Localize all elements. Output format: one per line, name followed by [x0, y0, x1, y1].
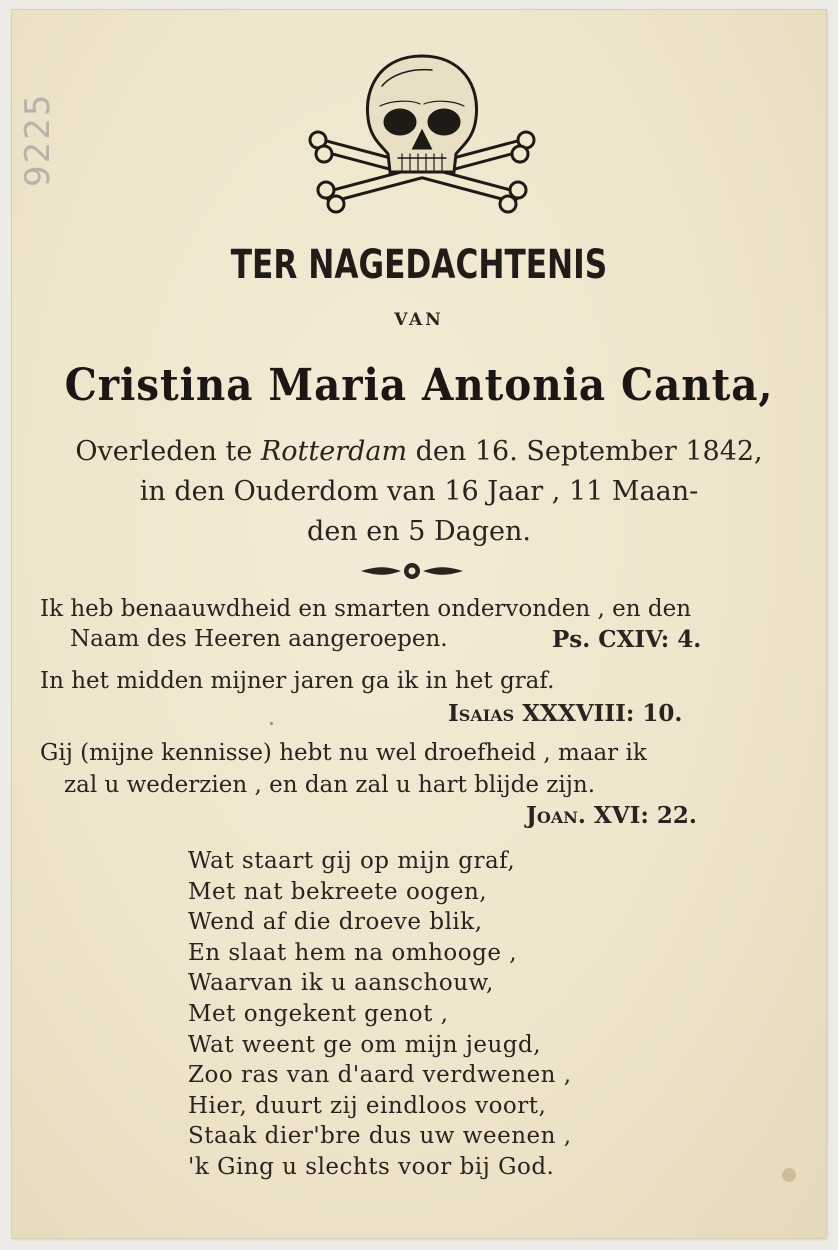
poem-line: Waarvan ik u aanschouw,: [188, 970, 494, 997]
poem-line: Met nat bekreete oogen,: [188, 878, 488, 905]
poem-line: Zoo ras van d'aard verdwenen ,: [188, 1062, 572, 1089]
poem-line: Met ongekent genot ,: [188, 1000, 449, 1027]
paper-speck: [270, 722, 273, 725]
poem-line: En slaat hem na omhooge ,: [188, 939, 518, 966]
poem-line: Wat staart gij op mijn graf,: [188, 848, 516, 874]
archive-number: 9225: [18, 92, 58, 188]
quote-1-line-1: Ik heb benaauwdheid en smarten ondervonden , en den: [40, 596, 692, 622]
title: TER NAGEDACHTENIS: [230, 242, 608, 288]
ornament-divider-icon: [357, 560, 467, 582]
quote-1-line-2: Naam des Heeren aangeroepen.: [70, 626, 448, 652]
poem-line: 'k Ging u slechts voor bij God.: [188, 1153, 555, 1180]
death-place: Rotterdam: [260, 436, 408, 467]
quote-1-reference: Ps. CXIV: 4.: [552, 626, 702, 653]
deceased-name: Cristina Maria Antonia Canta,: [64, 360, 774, 411]
poem: [188, 846, 572, 1183]
death-line-1: Overleden te Rotterdam den 16. September 1842,: [75, 436, 763, 467]
skull-crossbones-icon: [302, 46, 542, 216]
quote-3-line-1: Gij (mijne kennisse) hebt nu wel droefheid , maar ik: [40, 740, 647, 766]
poem-line: Staak dier'bre dus uw weenen ,: [188, 1123, 572, 1150]
poem-line: Hier, duurt zij eindloos voort,: [188, 1092, 547, 1119]
quote-3-reference: Joan. XVI: 22.: [526, 802, 697, 829]
death-line-3: den en 5 Dagen.: [307, 516, 531, 547]
paper-stain: [782, 1168, 796, 1182]
poem-line: Wat weent ge om mijn jeugd,: [188, 1031, 542, 1058]
quote-2-reference: Isaias XXXVIII: 10.: [448, 700, 683, 727]
quote-2-line-1: In het midden mijner jaren ga ik in het graf.: [40, 668, 555, 694]
quote-3-line-2: zal u wederzien , en dan zal u hart blijde zijn.: [64, 772, 596, 798]
death-line-2: in den Ouderdom van 16 Jaar , 11 Maan-: [139, 476, 699, 507]
poem-line: Wend af die droeve blik,: [188, 909, 483, 936]
van-label: VAN: [394, 310, 444, 330]
memorial-card: [12, 10, 826, 1238]
death-notice: [12, 432, 826, 552]
